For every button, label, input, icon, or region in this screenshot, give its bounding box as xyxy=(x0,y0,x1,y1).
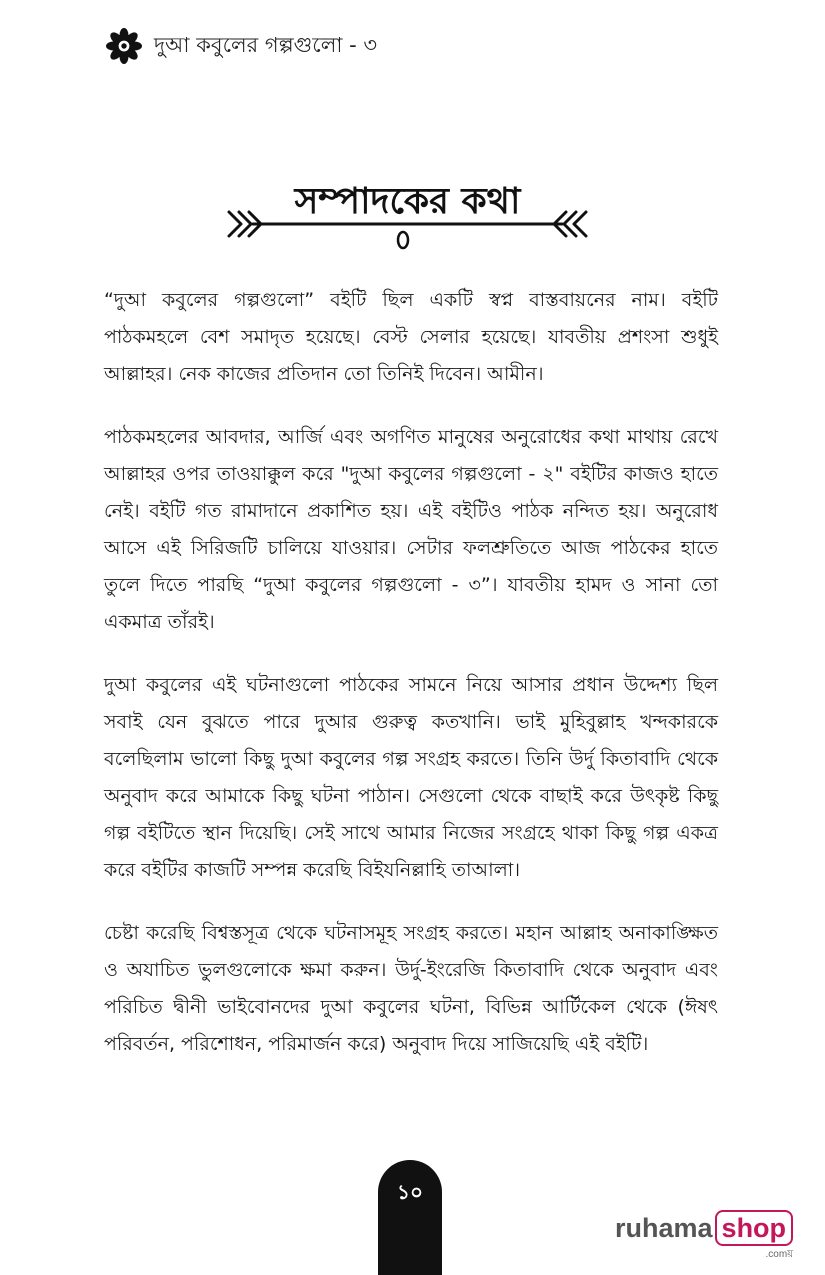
paragraph: চেষ্টা করেছি বিশ্বস্তসূত্র থেকে ঘটনাসমূহ সংগ্রহ করতে। মহান আল্লাহ অনাকাঙ্ক্ষিত ও অযাচিত ভুলগুলোকে ক্ষমা করুন। উর্দু-ইংরেজি কিতাবাদি থেকে অনুবাদ এবং পরিচিত দ্বীনী ভাইবোনদের দুআ কবুলের ঘটনা, বিভিন্ন আর্টিকেল থেকে (ঈষৎ পরিবর্তন, পরিশোধন, পরিমার্জন করে) অনুবাদ দিয়ে সাজিয়েছি এই বইটি। xyxy=(104,922,718,1055)
brand-shop-wrap xyxy=(713,1210,794,1264)
brand-logo xyxy=(615,1210,793,1264)
body-text xyxy=(104,282,718,1089)
section-title: সম্পাদকের কথা xyxy=(294,180,521,222)
paragraph: দুআ কবুলের এই ঘটনাগুলো পাঠকের সামনে নিয়ে আসার প্রধান উদ্দেশ্য ছিল সবাই যেন বুঝতে পারে দুআর গুরুত্ব কতখানি। ভাই মুহিবুল্লাহ খন্দকারকে বলেছিলাম ভালো কিছু দুআ কবুলের গল্প সংগ্রহ করতে। তিনি উর্দু কিতাবাদি থেকে অনুবাদ করে আমাকে কিছু ঘটনা পাঠান। সেগুলো থেকে বাছাই করে উৎকৃষ্ট কিছু গল্প বইটিতে স্থান দিয়েছি। সেই সাথে আমার নিজের সংগ্রহে থাকা কিছু গল্প একত্র করে বইটির কাজটি সম্পন্ন করেছি বিইযনিল্লাহি তাআলা। xyxy=(104,674,718,881)
brand-name-part2: shop xyxy=(715,1210,794,1246)
brand-name-part1: ruhama xyxy=(615,1213,713,1243)
brand-domain: .comয় xyxy=(765,1249,794,1260)
paragraph: পাঠকমহলের আবদার, আর্জি এবং অগণিত মানুষের অনুরোধের কথা মাথায় রেখে আল্লাহর ওপর তাওয়াক্কুল করে "দুআ কবুলের গল্পগুলো - ২" বইটির কাজও হাতে নেই। বইটি গত রামাদানে প্রকাশিত হয়। এই বইটিও পাঠক নন্দিত হয়। অনুরোধ আসে এই সিরিজটি চালিয়ে যাওয়ার। সেটার ফলশ্রুতিতে আজ পাঠকের হাতে তুলে দিতে পারছি “দুআ কবুলের গল্পগুলো - ৩”। যাবতীয় হামদ ও সানা তো একমাত্র তাঁরই। xyxy=(104,426,718,633)
paragraph: “দুআ কবুলের গল্পগুলো” বইটি ছিল একটি স্বপ্ন বাস্তবায়নের নাম। বইটি পাঠকমহলে বেশ সমাদৃত হয়েছে। বেস্ট সেলার হয়েছে। যাবতীয় প্রশংসা শুধুই আল্লাহর। নেক কাজের প্রতিদান তো তিনিই দিবেন। আমীন। xyxy=(104,289,718,385)
flower-icon xyxy=(106,28,142,64)
section-title-block xyxy=(225,172,590,252)
page-number-tab xyxy=(378,1160,442,1275)
book-title: দুআ কবুলের গল্পগুলো - ৩ xyxy=(154,32,378,57)
running-header xyxy=(106,28,377,64)
page-number: ১০ xyxy=(397,1180,423,1204)
arrow-ornament-icon xyxy=(225,200,590,252)
